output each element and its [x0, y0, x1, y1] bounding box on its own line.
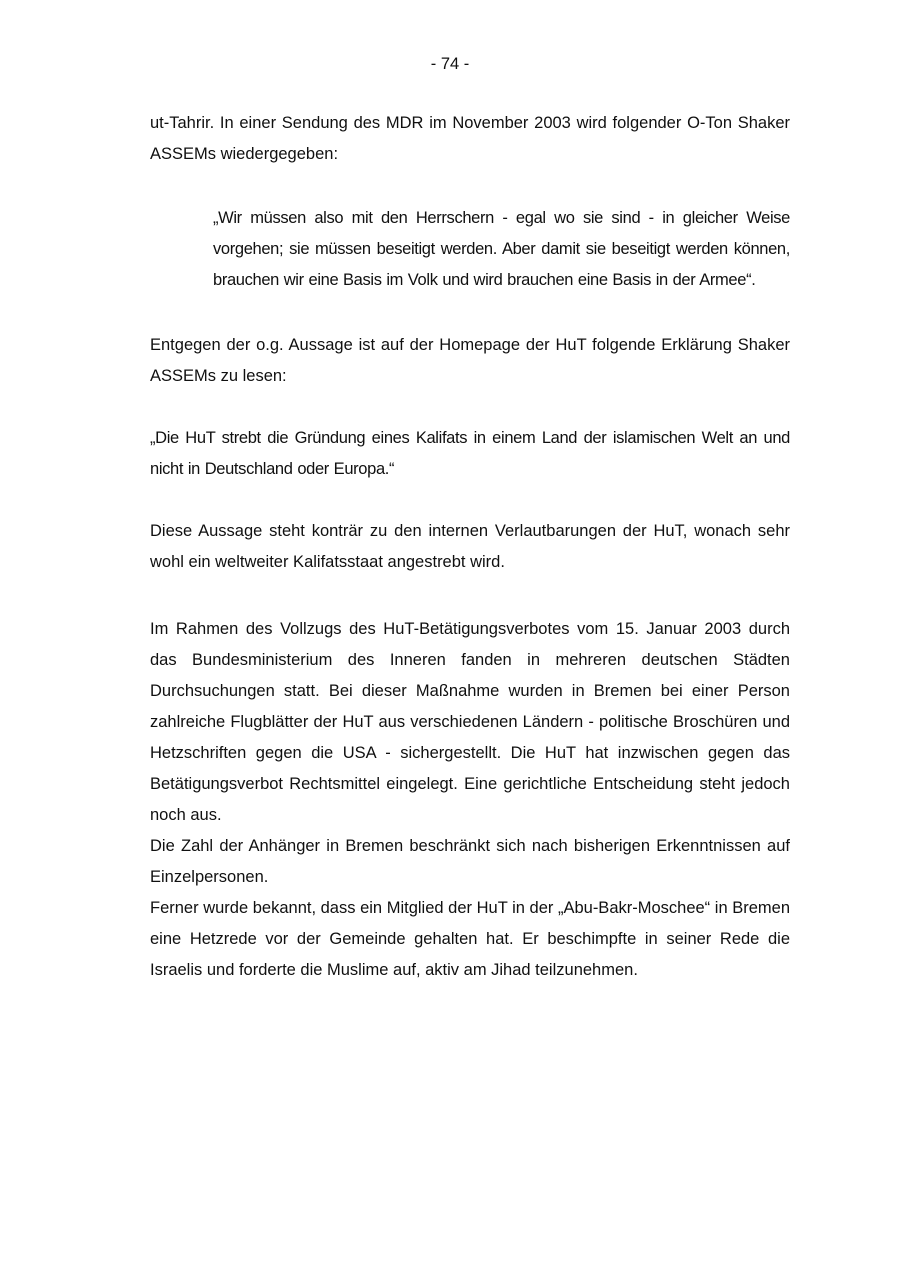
- page-number: - 74 -: [430, 55, 470, 73]
- paragraph-followers: Die Zahl der Anhänger in Bremen beschränkt sich nach bisherigen Erkenntnissen auf Einzelpersonen.: [150, 837, 790, 886]
- page-content: [150, 76, 790, 986]
- blockquote-broadcast: „Wir müssen also mit den Herrschern - egal wo sie sind - in gleicher Weise vorgehen; sie müssen beseitigt werden. Aber damit sie beseitigt werden können, brauchen wir eine Basis im Volk und wird brauchen eine Basis in der Armee“.: [213, 209, 790, 289]
- blockquote-homepage: „Die HuT strebt die Gründung eines Kalifats in einem Land der islamischen Welt an und nicht in Deutschland oder Europa.“: [150, 429, 790, 478]
- paragraph-contrast: Diese Aussage steht konträr zu den internen Verlautbarungen der HuT, wonach sehr wohl ein weltweiter Kalifatsstaat angestrebt wird.: [150, 522, 790, 571]
- paragraph-ban: Im Rahmen des Vollzugs des HuT-Betätigungsverbotes vom 15. Januar 2003 durch das Bundesministerium des Inneren fanden in mehreren deutschen Städten Durchsuchungen statt. Bei dieser Maßnahme wurden in Bremen bei einer Person zahlreiche Flugblätter der HuT aus verschiedenen Ländern - politische Broschüren und Hetzschriften gegen die USA - sichergestellt. Die HuT hat inzwischen gegen das Betätigungsverbot Rechtsmittel eingelegt. Eine gerichtliche Entscheidung steht jedoch noch aus.: [150, 620, 790, 824]
- paragraph-homepage: Entgegen der o.g. Aussage ist auf der Homepage der HuT folgende Erklärung Shaker ASSEMs zu lesen:: [150, 336, 790, 385]
- paragraph-mosque: Ferner wurde bekannt, dass ein Mitglied der HuT in der „Abu-Bakr-Moschee“ in Bremen eine Hetzrede vor der Gemeinde gehalten hat. Er beschimpfte in seiner Rede die Israelis und forderte die Muslime auf, aktiv am Jihad teilzunehmen.: [150, 899, 790, 979]
- paragraph-intro: ut-Tahrir. In einer Sendung des MDR im November 2003 wird folgender O-Ton Shaker ASSEMs wiedergegeben:: [150, 114, 790, 163]
